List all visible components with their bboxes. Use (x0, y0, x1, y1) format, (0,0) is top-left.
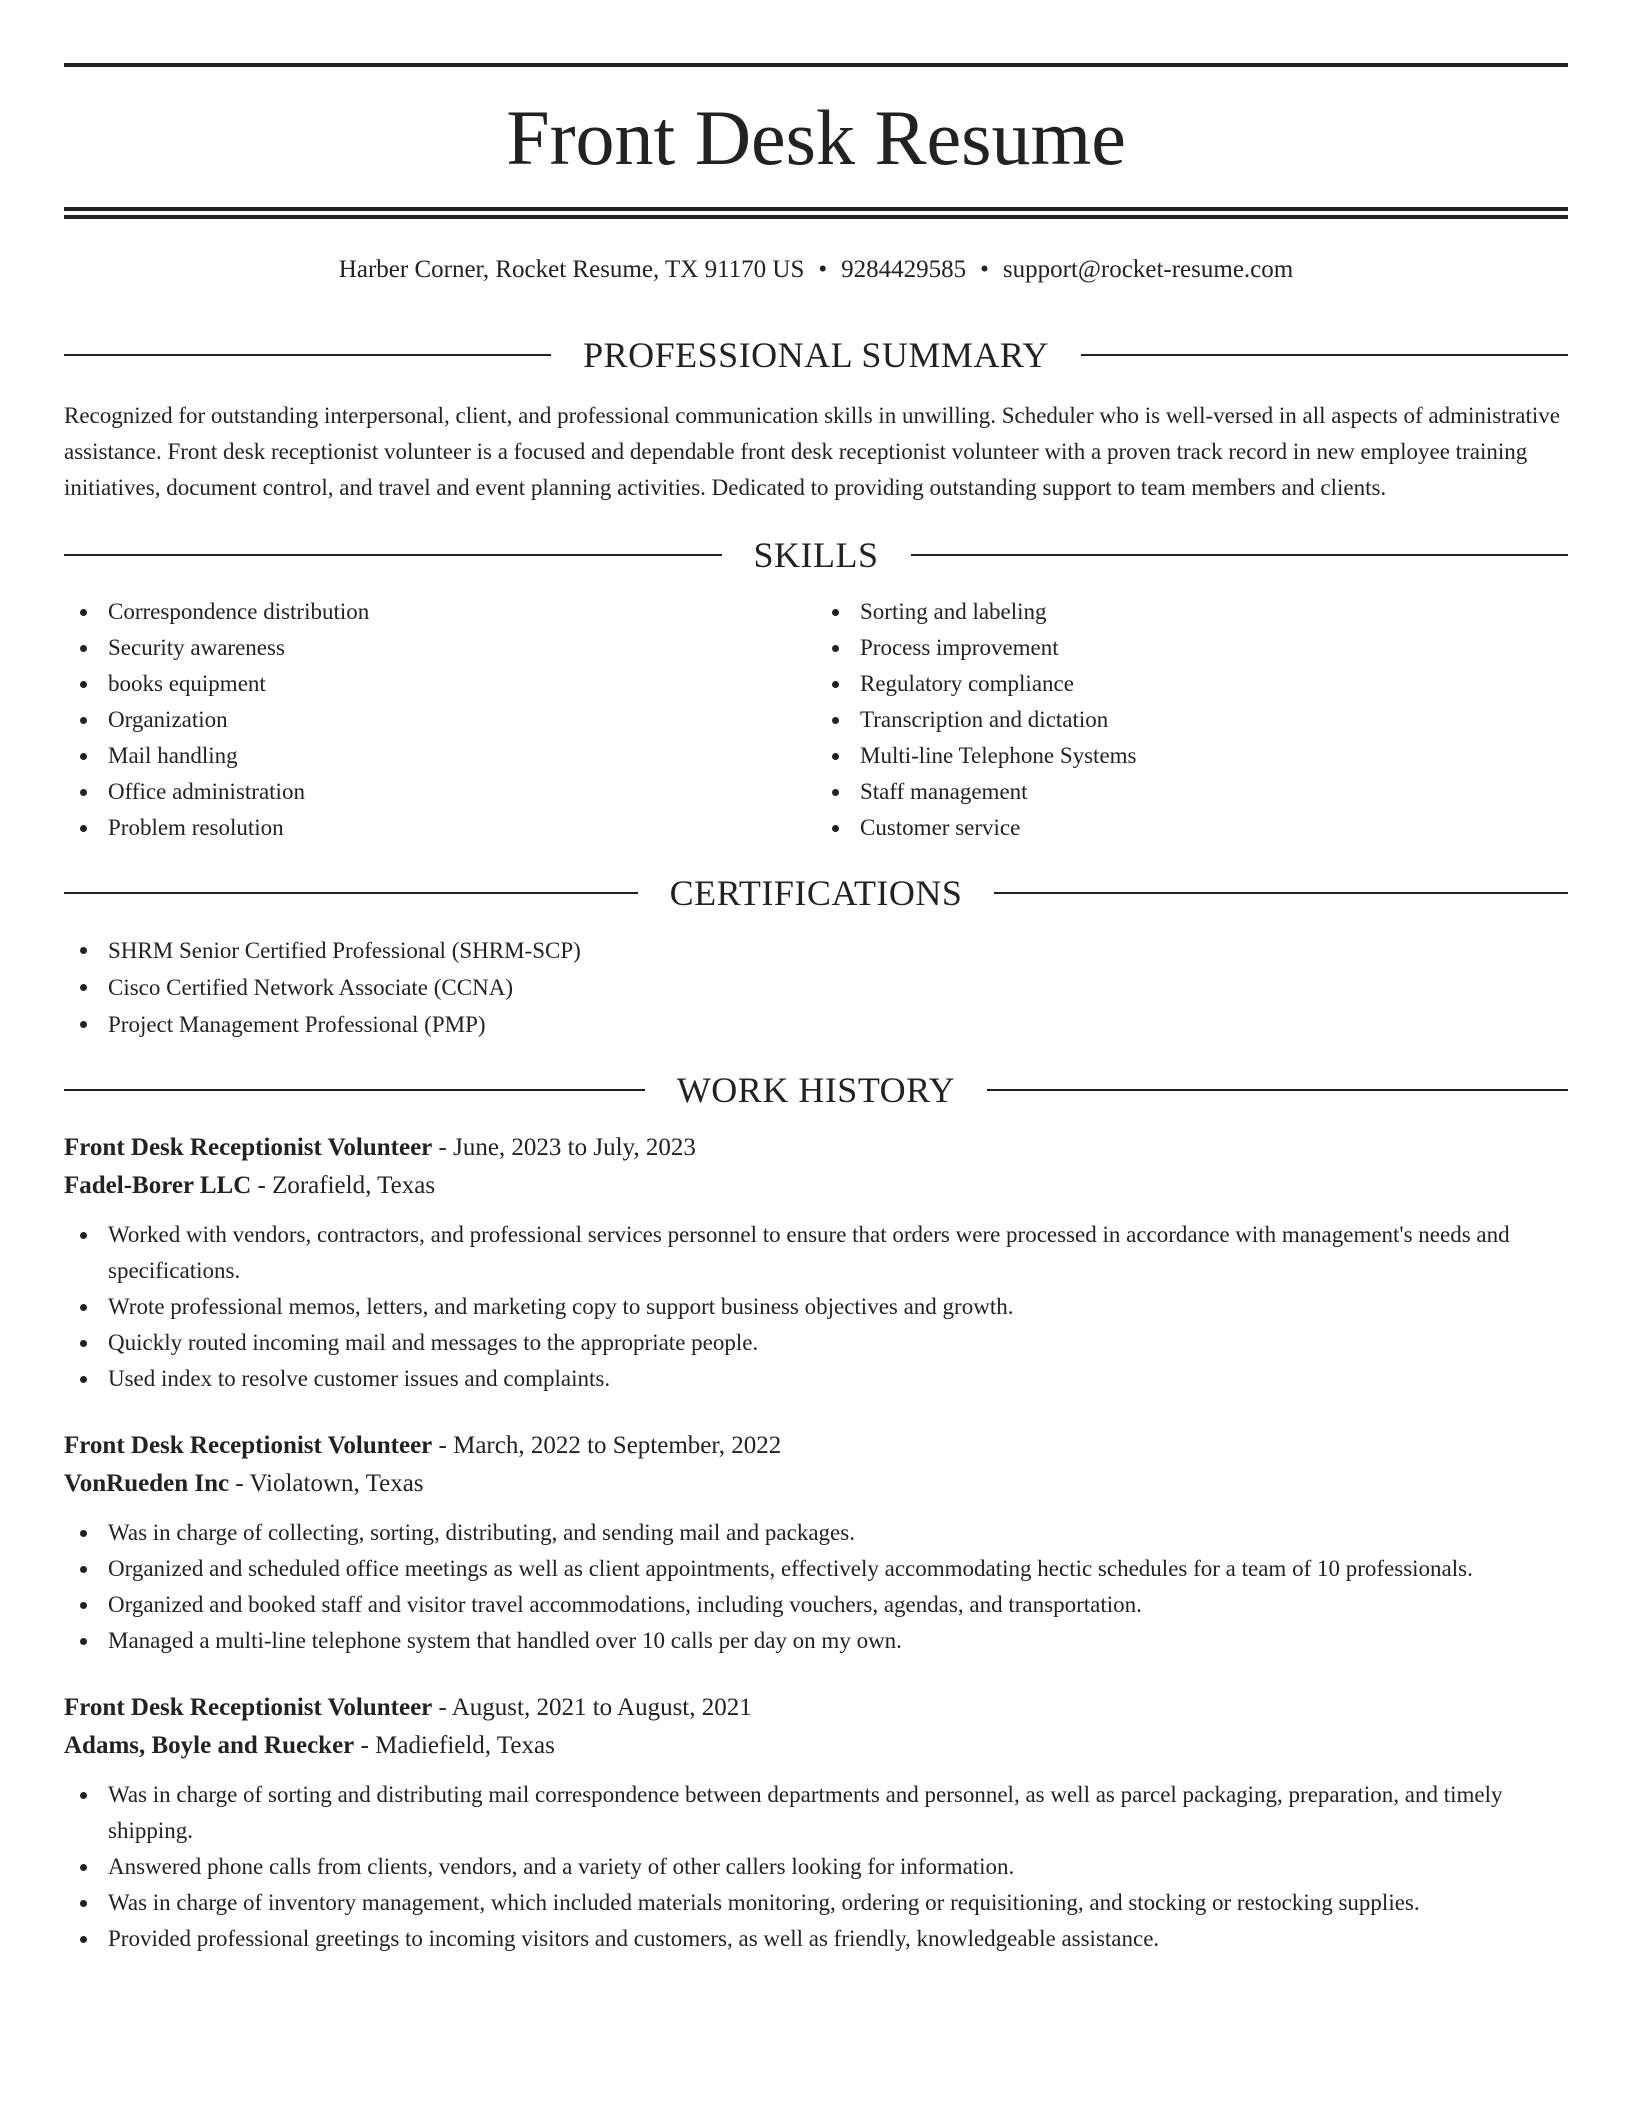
job-bullet: Was in charge of inventory management, which included materials monitoring, ordering or requisitioning, and stocking or restocking supplies. (64, 1885, 1568, 1921)
job-entry (64, 1689, 1568, 1957)
skill-item: Process improvement (816, 630, 1568, 666)
job-title-line (64, 1129, 1568, 1167)
contact-line (64, 252, 1568, 288)
skill-item: Sorting and labeling (816, 594, 1568, 630)
contact-email: support@rocket-resume.com (1002, 256, 1294, 283)
job-location: - Zorafield, Texas (251, 1172, 436, 1199)
skill-item: Security awareness (64, 630, 816, 666)
contact-separator: • (980, 256, 989, 283)
skill-item: Office administration (64, 774, 816, 810)
job-bullet: Wrote professional memos, letters, and marketing copy to support business objectives and growth. (64, 1289, 1568, 1325)
summary-section-heading (64, 330, 1568, 380)
certification-item: SHRM Senior Certified Professional (SHRM-SCP) (64, 932, 1568, 969)
job-dates: - March, 2022 to September, 2022 (432, 1432, 782, 1459)
heading-rule-left (64, 1089, 645, 1091)
work-history-section-heading (64, 1065, 1568, 1115)
job-location: - Madiefield, Texas (354, 1732, 555, 1759)
job-bullet: Worked with vendors, contractors, and professional services personnel to ensure that orders were processed in accordance with management's needs and specifications. (64, 1217, 1568, 1289)
job-dates: - August, 2021 to August, 2021 (432, 1694, 752, 1721)
job-title-line (64, 1689, 1568, 1727)
skill-item: Correspondence distribution (64, 594, 816, 630)
job-bullet: Provided professional greetings to incoming visitors and customers, as well as friendly, knowledgeable assistance. (64, 1921, 1568, 1957)
skill-item: Organization (64, 702, 816, 738)
job-title: Front Desk Receptionist Volunteer (64, 1134, 433, 1161)
job-title: Front Desk Receptionist Volunteer (64, 1432, 433, 1459)
job-entry (64, 1129, 1568, 1397)
job-bullet: Managed a multi-line telephone system that handled over 10 calls per day on my own. (64, 1623, 1568, 1659)
skill-item: Multi-line Telephone Systems (816, 738, 1568, 774)
certification-item: Cisco Certified Network Associate (CCNA) (64, 969, 1568, 1006)
job-location: - Violatown, Texas (229, 1470, 424, 1497)
certifications-section-heading (64, 868, 1568, 918)
job-dates: - June, 2023 to July, 2023 (432, 1134, 696, 1161)
header-top-rule (64, 63, 1568, 67)
contact-address: Harber Corner, Rocket Resume, TX 91170 US (338, 256, 805, 283)
heading-rule-right (1081, 354, 1568, 356)
summary-heading: PROFESSIONAL SUMMARY (583, 335, 1049, 375)
heading-rule-right (911, 554, 1569, 556)
work-history-heading: WORK HISTORY (676, 1070, 956, 1110)
heading-rule-left (64, 354, 551, 356)
job-bullet: Organized and booked staff and visitor travel accommodations, including vouchers, agendas, and transportation. (64, 1587, 1568, 1623)
certification-item: Project Management Professional (PMP) (64, 1006, 1568, 1043)
resume-title: Front Desk Resume (506, 94, 1126, 181)
heading-rule-left (64, 554, 722, 556)
skills-column-left (64, 594, 816, 846)
summary-text: Recognized for outstanding interpersonal, client, and professional communication skills in unwilling. Scheduler who is well-versed in all aspects of administrative assistance. Front desk receptionist volunteer is a focused and dependable front desk receptionist volunteer with a proven track record in new employee training initiatives, document control, and travel and event planning activities. Dedicated to providing outstanding support to team members and clients. (64, 403, 1560, 500)
job-company: Adams, Boyle and Ruecker (64, 1732, 355, 1759)
job-bullet: Used index to resolve customer issues and complaints. (64, 1361, 1568, 1397)
job-bullet: Answered phone calls from clients, vendors, and a variety of other callers looking for information. (64, 1849, 1568, 1885)
job-company: Fadel-Borer LLC (64, 1172, 252, 1199)
certifications-heading: CERTIFICATIONS (669, 873, 963, 913)
skill-item: Staff management (816, 774, 1568, 810)
contact-phone: 9284429585 (841, 256, 967, 283)
header-double-rule-upper (64, 207, 1568, 211)
job-entry (64, 1427, 1568, 1659)
skill-item: Problem resolution (64, 810, 816, 846)
skill-item: Customer service (816, 810, 1568, 846)
skill-item: Mail handling (64, 738, 816, 774)
job-bullets (64, 1217, 1568, 1397)
skills-section-heading (64, 530, 1568, 580)
contact-separator: • (818, 256, 828, 283)
header-double-rule-lower (64, 215, 1568, 219)
job-company: VonRueden Inc (64, 1470, 230, 1497)
certifications-list (64, 932, 1568, 1043)
job-title-line (64, 1427, 1568, 1465)
job-bullets (64, 1515, 1568, 1659)
job-company-line (64, 1465, 1568, 1503)
job-bullet: Organized and scheduled office meetings as well as client appointments, effectively accommodating hectic schedules for a team of 10 professionals. (64, 1551, 1568, 1587)
resume-body (64, 330, 1568, 1957)
job-company-line (64, 1727, 1568, 1765)
skill-item: books equipment (64, 666, 816, 702)
job-bullets (64, 1777, 1568, 1957)
job-bullet: Was in charge of collecting, sorting, distributing, and sending mail and packages. (64, 1515, 1568, 1551)
heading-rule-right (994, 892, 1568, 894)
skills-heading: SKILLS (753, 535, 879, 575)
heading-rule-right (987, 1089, 1568, 1091)
job-bullet: Was in charge of sorting and distributing mail correspondence between departments and personnel, as well as parcel packaging, preparation, and timely shipping. (64, 1777, 1568, 1849)
job-title: Front Desk Receptionist Volunteer (64, 1694, 433, 1721)
job-company-line (64, 1167, 1568, 1205)
job-bullet: Quickly routed incoming mail and messages to the appropriate people. (64, 1325, 1568, 1361)
skills-list (64, 594, 1568, 846)
skill-item: Transcription and dictation (816, 702, 1568, 738)
skills-column-right (816, 594, 1568, 846)
skill-item: Regulatory compliance (816, 666, 1568, 702)
heading-rule-left (64, 892, 638, 894)
